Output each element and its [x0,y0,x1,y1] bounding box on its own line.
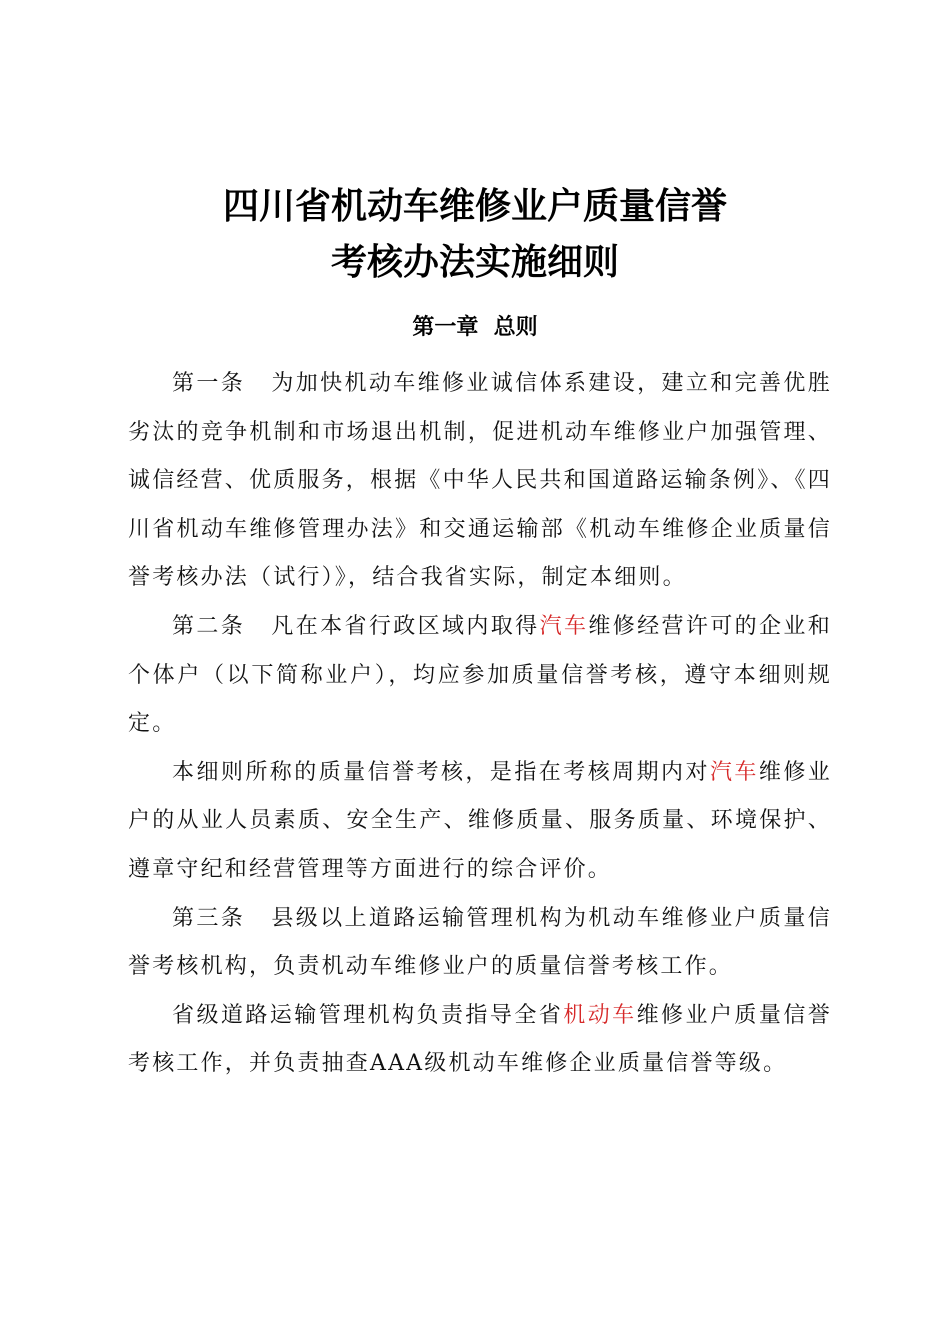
title-line-2: 考核办法实施细则 [330,241,619,283]
article-label: 第一条 [172,371,246,396]
chapter-heading: 第一章 总则 [412,315,538,340]
paragraph-text: 维修经营许可的企业和个体户（以下简称业户），均应参加质量信誉考核，遵守本细则规定。 [128,613,832,737]
paragraph-text: 为加快机动车维修业诚信体系建设，建立和完善优胜劣汰的竞争机制和市场退出机制，促进机动车维修业户加强管理、诚信经营、优质服务，根据《中华人民共和国道路运输条例》、《四川省机动车维修管理办法》和交通运输部《机动车维修企业质量信誉考核办法（试行）》，结合我省实际，制定本细则。 [128,371,833,591]
title-line-1: 四川省机动车维修业户质量信誉 [222,185,727,227]
article-label: 第二条 [172,613,246,639]
paragraph-text: 维修业户的从业人员素质、安全生产、维修质量、服务质量、环境保护、遵章守纪和经营管理等方面进行的综合评价。 [128,759,832,882]
highlighted-text: 机动车 [563,1002,637,1028]
highlighted-text: 汽车 [539,613,589,639]
paragraph-article-2 [128,603,832,749]
paragraph-article-1 [128,360,832,603]
paragraph-text: 省级道路运输管理机构负责指导全省 [172,1002,564,1028]
paragraph-text: 凡在本省行政区域内取得 [271,613,540,639]
highlighted-text: 汽车 [709,759,759,785]
body-text [128,360,832,1089]
paragraph-text: 本细则所称的质量信誉考核，是指在考核周期内对 [172,759,710,785]
paragraph-text: 县级以上道路运输管理机构为机动车维修业户质量信誉考核机构，负责机动车维修业户的质量信誉考核工作。 [128,905,832,980]
article-label: 第三条 [172,905,246,931]
paragraph-article-3 [128,895,832,992]
paragraph-article-2-detail [128,749,832,895]
document-title [0,178,950,290]
paragraph-text: 维修业户质量信誉考核工作，并负责抽查AAA级机动车维修企业质量信誉等级。 [128,1002,832,1077]
paragraph-article-3-detail [128,992,832,1089]
